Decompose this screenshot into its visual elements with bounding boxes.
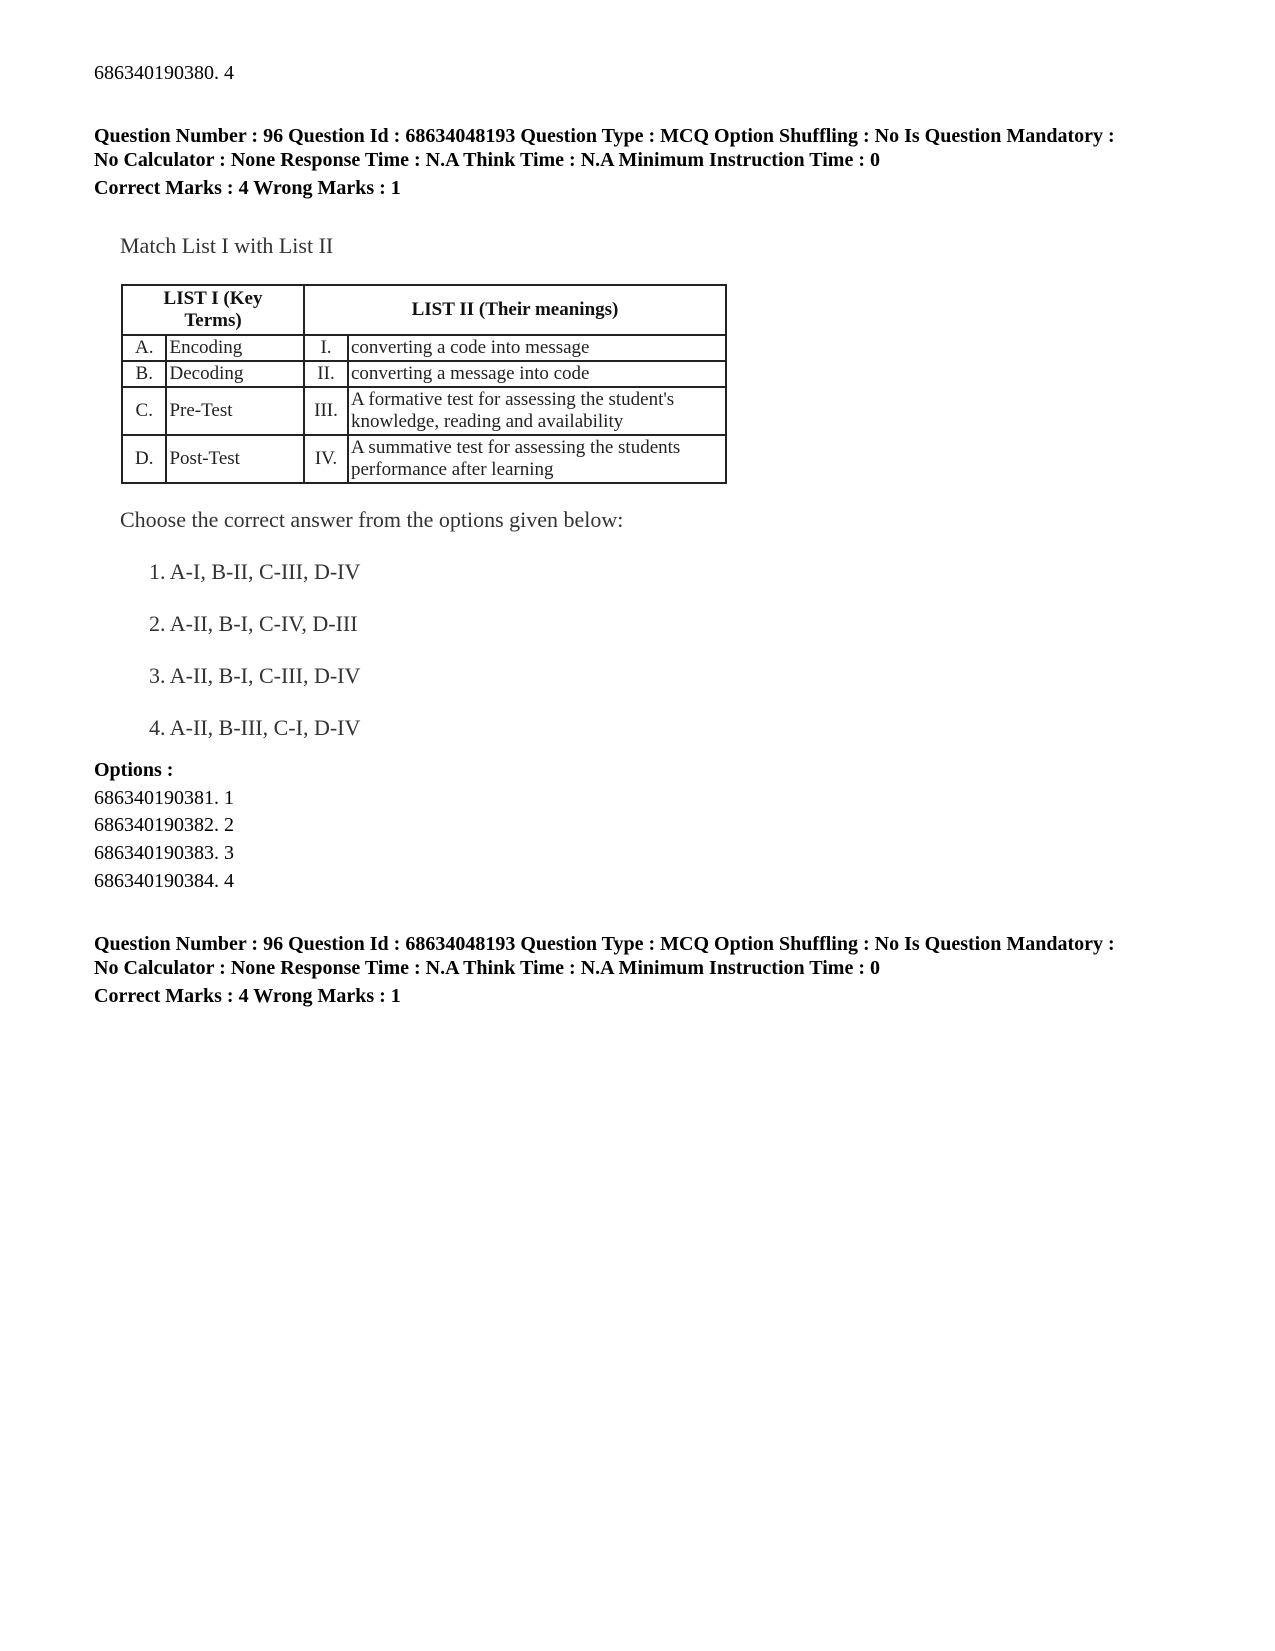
row-num: I. [304, 335, 348, 361]
list1-header-line2: Terms) [184, 310, 242, 331]
row-meaning-line1: A formative test for assessing the student's [351, 389, 675, 410]
previous-option-line: 686340190380. 4 [94, 62, 234, 84]
list2-header: LIST II (Their meanings) [304, 285, 726, 335]
row-key: D. [122, 435, 166, 483]
next-question-marks-line: Correct Marks : 4 Wrong Marks : 1 [94, 985, 401, 1007]
row-key: C. [122, 387, 166, 435]
question-content [120, 228, 760, 768]
row-meaning-line2: knowledge, reading and availability [351, 411, 624, 432]
row-meaning-line2: performance after learning [351, 459, 554, 480]
list1-header-line1: LIST I (Key [163, 288, 263, 309]
question-meta-block [94, 124, 1214, 172]
row-key: B. [122, 361, 166, 387]
question-meta-line-2: No Calculator : None Response Time : N.A Think Time : N.A Minimum Instruction Time : 0 [94, 149, 880, 171]
table-row [122, 335, 726, 361]
choose-instruction: Choose the correct answer from the options given below: [120, 507, 624, 532]
match-table [121, 284, 727, 484]
row-term: Post-Test [166, 435, 304, 483]
row-term: Decoding [166, 361, 304, 387]
table-row [122, 387, 726, 435]
row-term: Encoding [166, 335, 304, 361]
answer-choice: 1. A-I, B-II, C-III, D-IV [149, 559, 361, 584]
table-row [122, 435, 726, 483]
options-label: Options : [94, 759, 174, 781]
row-num: II. [304, 361, 348, 387]
row-key: A. [122, 335, 166, 361]
row-meaning: converting a message into code [348, 361, 726, 387]
option-item: 686340190383. 3 [94, 842, 234, 864]
next-question-meta-block [94, 932, 1214, 980]
answer-choice: 3. A-II, B-I, C-III, D-IV [149, 663, 361, 688]
question-intro: Match List I with List II [120, 233, 334, 258]
row-num: IV. [304, 435, 348, 483]
option-item: 686340190384. 4 [94, 870, 234, 892]
list1-header [122, 285, 304, 335]
table-row [122, 361, 726, 387]
question-meta-line-1: Question Number : 96 Question Id : 68634048193 Question Type : MCQ Option Shuffling : No Is Question Mandatory : [94, 125, 1115, 147]
row-term: Pre-Test [166, 387, 304, 435]
row-meaning-line1: A summative test for assessing the students [351, 437, 681, 458]
next-question-meta-line-1: Question Number : 96 Question Id : 68634048193 Question Type : MCQ Option Shuffling : No Is Question Mandatory : [94, 933, 1115, 955]
row-meaning [348, 387, 726, 435]
option-item: 686340190381. 1 [94, 787, 234, 809]
next-question-meta-line-2: No Calculator : None Response Time : N.A Think Time : N.A Minimum Instruction Time : 0 [94, 957, 880, 979]
answer-choice: 2. A-II, B-I, C-IV, D-III [149, 611, 358, 636]
row-meaning: converting a code into message [348, 335, 726, 361]
row-meaning [348, 435, 726, 483]
answer-choice: 4. A-II, B-III, C-I, D-IV [149, 715, 361, 740]
row-num: III. [304, 387, 348, 435]
question-marks-line: Correct Marks : 4 Wrong Marks : 1 [94, 177, 401, 199]
option-item: 686340190382. 2 [94, 814, 234, 836]
